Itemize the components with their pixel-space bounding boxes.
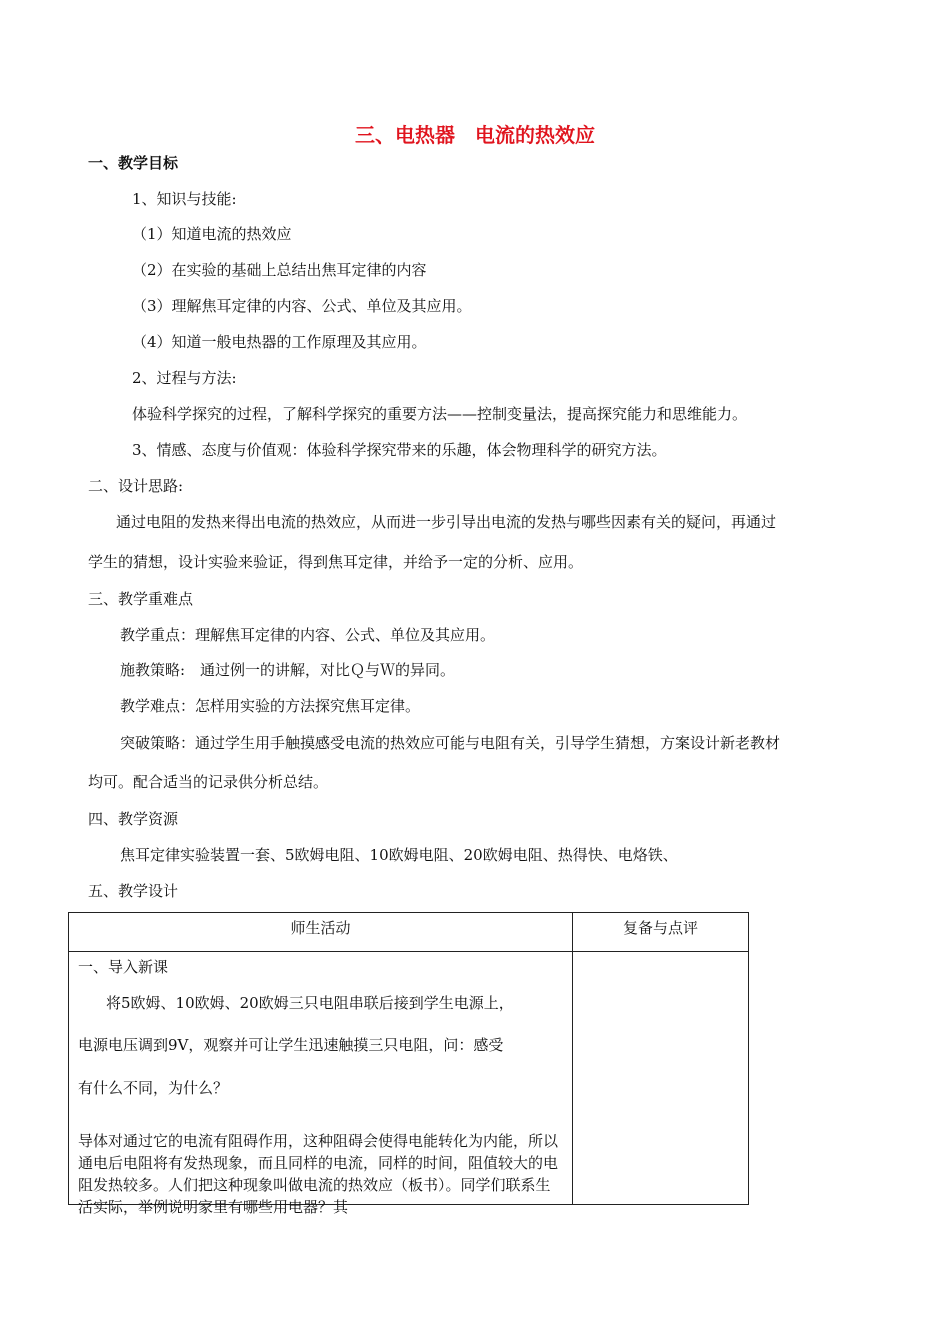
- row-heading: 一、导入新课: [78, 958, 169, 976]
- section3-line5: 均可。配合适当的记录供分析总结。: [88, 773, 329, 791]
- section5-heading: 五、教学设计: [88, 882, 179, 900]
- row-line3: 有什么不同，为什么？: [78, 1079, 229, 1097]
- section4-line1: 焦耳定律实验装置一套、5欧姆电阻、10欧姆电阻、20欧姆电阻、热得快、电烙铁、: [120, 846, 678, 864]
- section4-heading: 四、教学资源: [88, 810, 179, 828]
- teaching-design-table: [68, 912, 749, 1216]
- section1-sub1: 1、知识与技能:: [132, 190, 237, 208]
- section1-sub3: 3、情感、态度与价值观：体验科学探究带来的乐趣，体会物理科学的研究方法。: [132, 441, 667, 459]
- table-header-activities: 师生活动: [69, 913, 573, 952]
- section2-line2: 学生的猜想，设计实验来验证，得到焦耳定律，并给予一定的分析、应用。: [88, 553, 584, 571]
- row-line1: 将5欧姆、10欧姆、20欧姆三只电阻串联后接到学生电源上，: [106, 994, 514, 1012]
- section3-line2: 施教策略: 通过例一的讲解，对比Ｑ与Ｗ的异同。: [120, 661, 456, 679]
- table-row: [69, 952, 749, 1205]
- section3-line3: 教学难点：怎样用实验的方法探究焦耳定律。: [120, 697, 421, 715]
- table-header-row: [69, 913, 749, 952]
- review-cell: [573, 952, 749, 1205]
- section3-line4: 突破策略：通过学生用手触摸感受电流的热效应可能与电阻有关，引导学生猜想，方案设计新老教材: [120, 734, 781, 752]
- section1-heading: 一、教学目标: [88, 154, 179, 172]
- page-title: 三、电热器 电流的热效应: [355, 123, 595, 147]
- activities-cell: [69, 952, 573, 1216]
- section2-line1: 通过电阻的发热来得出电流的热效应，从而进一步引导出电流的发热与哪些因素有关的疑问，再通过: [116, 513, 777, 531]
- section1-sub2: 2、过程与方法:: [132, 369, 237, 387]
- section1-item-1: （1）知道电流的热效应: [132, 225, 292, 243]
- section3-heading: 三、教学重难点: [88, 590, 194, 608]
- section1-sub2-text: 体验科学探究的过程，了解科学探究的重要方法——控制变量法，提高探究能力和思维能力。: [132, 405, 748, 423]
- section1-item-3: （3）理解焦耳定律的内容、公式、单位及其应用。: [132, 297, 472, 315]
- section3-line1: 教学重点：理解焦耳定律的内容、公式、单位及其应用。: [120, 626, 496, 644]
- row-line2: 电源电压调到9V，观察并可让学生迅速触摸三只电阻，问：感受: [78, 1036, 504, 1054]
- section2-heading: 二、设计思路:: [88, 477, 184, 495]
- table-header-review: 复备与点评: [573, 913, 749, 952]
- section1-item-2: （2）在实验的基础上总结出焦耳定律的内容: [132, 261, 427, 279]
- row-paragraph: 导体对通过它的电流有阻碍作用，这种阻碍会使得电能转化为内能，所以通电后电阻将有发热现象，而且同样的电流，同样的时间，阻值较大的电阻发热较多。人们把这种现象叫做电流的热效应（板书）。同学们联系生活实际，举例说明家里有哪些用电器？其: [78, 1132, 559, 1216]
- section1-item-4: （4）知道一般电热器的工作原理及其应用。: [132, 333, 427, 351]
